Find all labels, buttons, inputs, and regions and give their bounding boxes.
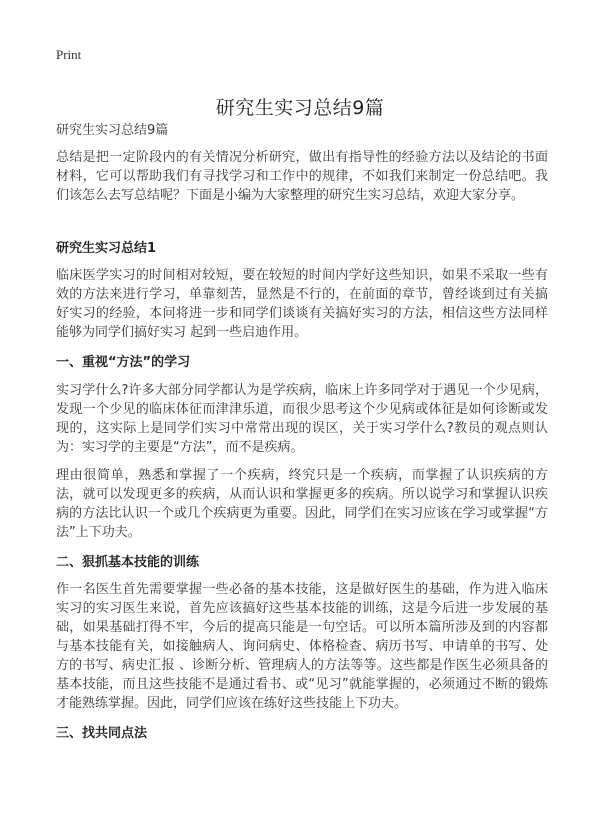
methods-paragraph-1: 实习学什么?许多大部分同学都认为是学疾病，临床上许多同学对于遇见一个少见病，发现一个少见的临床体征而津津乐道，而很少思考这个少见病或体征是如何诊断或发现的，这实际上是同学们实习中常常出现的误区，关于实习学什么?教员的观点则认为：实习学的主要是“方法”，而不是疾病。 bbox=[56, 383, 548, 455]
summary-1-paragraph: 临床医学实习的时间相对较短，要在较短的时间内学好这些知识，如果不采取一些有效的方法来进行学习，单靠刻苦，显然是不行的，在前面的章节，曾经谈到过有关搞好实习的经验，本问将进一步和同学们谈谈有关搞好实习的方法，相信这些方法同样能够为同学们搞好实习 起到一些启迪作用。 bbox=[56, 268, 548, 340]
section-heading-basic-skills: 二、狠抓基本技能的训练 bbox=[56, 555, 200, 570]
methods-paragraph-2: 理由很简单，熟悉和掌握了一个疾病，终究只是一个疾病，而掌握了认识疾病的方法，就可以发现更多的疾病，从而认识和掌握更多的疾病。所以说学习和掌握认识疾病的方法比认识一个或几个疾病更为重要。因此，同学们在实习应该在学习或掌握“方法”上下功夫。 bbox=[56, 468, 548, 540]
print-link[interactable]: Print bbox=[56, 47, 82, 62]
intro-paragraph: 总结是把一定阶段内的有关情况分析研究，做出有指导性的经验方法以及结论的书面材料，它可以帮助我们有寻找学习和工作中的规律，不如我们来制定一份总结吧。我们该怎么去写总结呢？下面是小编为大家整理的研究生实习总结，欢迎大家分享。 bbox=[56, 150, 548, 203]
section-heading-summary-1: 研究生实习总结1 bbox=[56, 241, 157, 256]
section-heading-methods: 一、重视“方法”的学习 bbox=[56, 355, 191, 370]
page-title: 研究生实习总结9篇 bbox=[215, 96, 385, 119]
section-heading-common-points: 三、找共同点法 bbox=[56, 726, 148, 741]
document-subtitle: 研究生实习总结9篇 bbox=[56, 123, 169, 138]
basic-skills-paragraph: 作一名医生首先需要掌握一些必备的基本技能，这是做好医生的基础，作为进入临床实习的实习医生来说，首先应该搞好这些基本技能的训练，这是今后进一步发展的基础，如果基础打得不牢，今后的提高只能是一句空话。可以所本篇所涉及到的内容都与基本技能有关，如接触病人、询问病史、体格检查、病历书写、申请单的书写、处方的书写、病史汇报 、诊断分析、管理病人的方法等等。这些都是作医生必须具备的基本技能，而且这些技能不是通过看书、或“见习”就能掌握的，必须通过不断的锻炼才能熟练掌握。因此，同学们应该在练好这些技能上下功夫。 bbox=[56, 582, 548, 711]
